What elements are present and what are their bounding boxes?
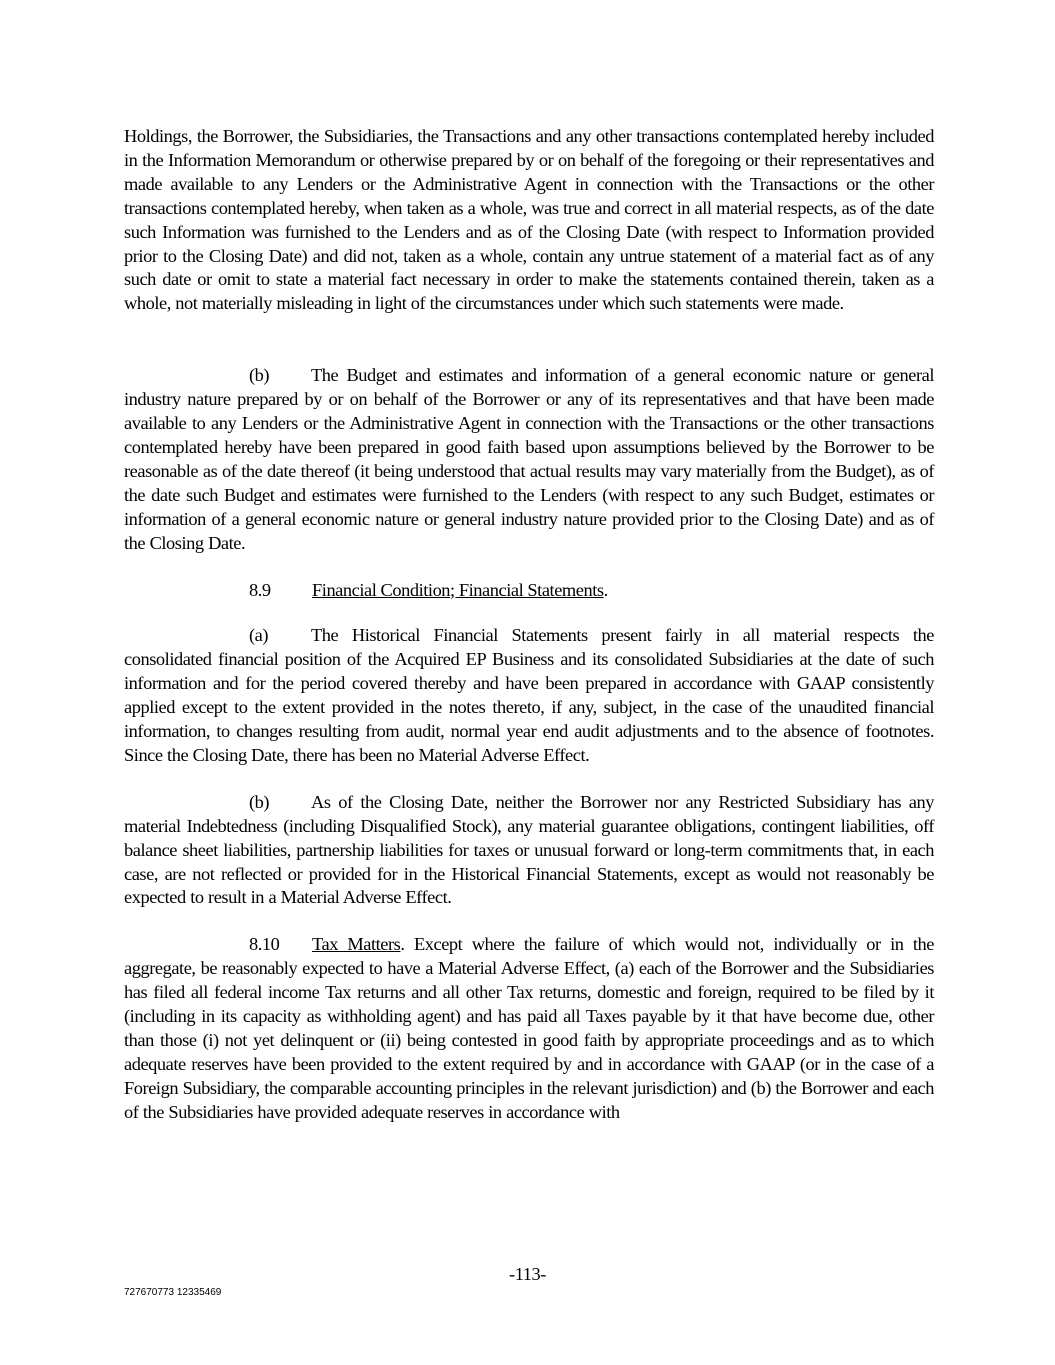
paragraph-text: As of the Closing Date, neither the Borrower nor any Restricted Subsidiary has any material Indebtedness (including Disqualified Stock), any material guarantee obligations, contingent liabilities, off balance sheet liabilities, partnership liabilities for taxes or unusual forward or long-term commitments that, in each case, are not reflected or provided for in the Historical Financial Statements, except as would not reasonably be expected to result in a Material Adverse Effect. — [124, 791, 934, 908]
paragraph-text: The Historical Financial Statements present fairly in all material respects the consolidated financial position of the Acquired EP Business and its consolidated Subsidiaries at the date of such information and for the period covered thereby and have been prepared in accordance with GAAP consistently applied except to the extent provided in the notes thereto, if any, subject, in the case of the unaudited financial information, to changes resulting from audit, normal year end audit adjustments and to the absence of footnotes. Since the Closing Date, there has been no Material Adverse Effect. — [124, 625, 934, 765]
paragraph-text: The Budget and estimates and information of a general economic nature or general industry nature prepared by or on behalf of the Borrower or any of its representatives and that have been made available to any Lenders or the Administrative Agent in connection with the Transactions or the other transactions contemplated hereby have been prepared in good faith based upon assumptions believed by the Borrower to be reasonable as of the date thereof (it being understood that actual results may vary materially from the Budget), as of the date such Budget and estimates were furnished to the Lenders (with respect to any such Budget, estimates or information of a general economic nature or general industry nature provided prior to the Closing Date) and as of the Closing Date. — [124, 365, 934, 553]
paragraph-8-10 — [124, 933, 934, 1124]
section-title: Tax Matters — [312, 934, 401, 955]
clause-label: (b) — [249, 365, 270, 386]
document-body — [124, 125, 934, 1125]
paragraph-8-9-a — [124, 624, 934, 767]
section-title-period: . — [603, 579, 608, 600]
paragraph-text: . Except where the failure of which would not, individually or in the aggregate, be reasonably expected to have a Material Adverse Effect, (a) each of the Borrower and the Subsidiaries has filed all federal income Tax returns and all other Tax returns, domestic and foreign, required to be filed by it (including in its capacity as withholding agent) and has paid all Taxes payable by it that have become due, other than those (i) not yet delinquent or (ii) being contested in good faith by appropriate proceedings and as to which adequate reserves have been provided to the extent required by and in accordance with GAAP (or in the case of a Foreign Subsidiary, the comparable accounting principles in the relevant jurisdiction) and (b) the Borrower and each of the Subsidiaries have provided adequate reserves in accordance with — [124, 934, 935, 1122]
paragraph-text: Holdings, the Borrower, the Subsidiaries, the Transactions and any other transactions contemplated hereby included in the Information Memorandum or otherwise prepared by or on behalf of the foregoing or their representatives and made available to any Lenders or the Administrative Agent in connection with the Transactions or the other transactions contemplated hereby, when taken as a whole, was true and correct in all material respects, as of the date such Information was furnished to the Lenders and as of the Closing Date (with respect to Information provided prior to the Closing Date) and did not, taken as a whole, contain any untrue statement of a material fact as of any such date or omit to state a material fact necessary in order to make the statements contained therein, taken as a whole, not materially misleading in light of the circumstances under which such statements were made. — [124, 126, 934, 314]
section-title: Financial Condition; Financial Statements — [312, 579, 604, 600]
section-number: 8.10 — [249, 934, 280, 955]
paragraph-8-8-b — [124, 364, 934, 555]
document-id: 727670773 12335469 — [124, 1287, 222, 1298]
page-number: -113- — [509, 1264, 546, 1284]
clause-label: (a) — [249, 625, 269, 646]
clause-label: (b) — [249, 791, 270, 812]
section-number: 8.9 — [249, 579, 271, 600]
paragraph-information-continued — [124, 125, 934, 316]
paragraph-8-9-b — [124, 791, 934, 911]
section-heading-8-9 — [124, 579, 934, 603]
